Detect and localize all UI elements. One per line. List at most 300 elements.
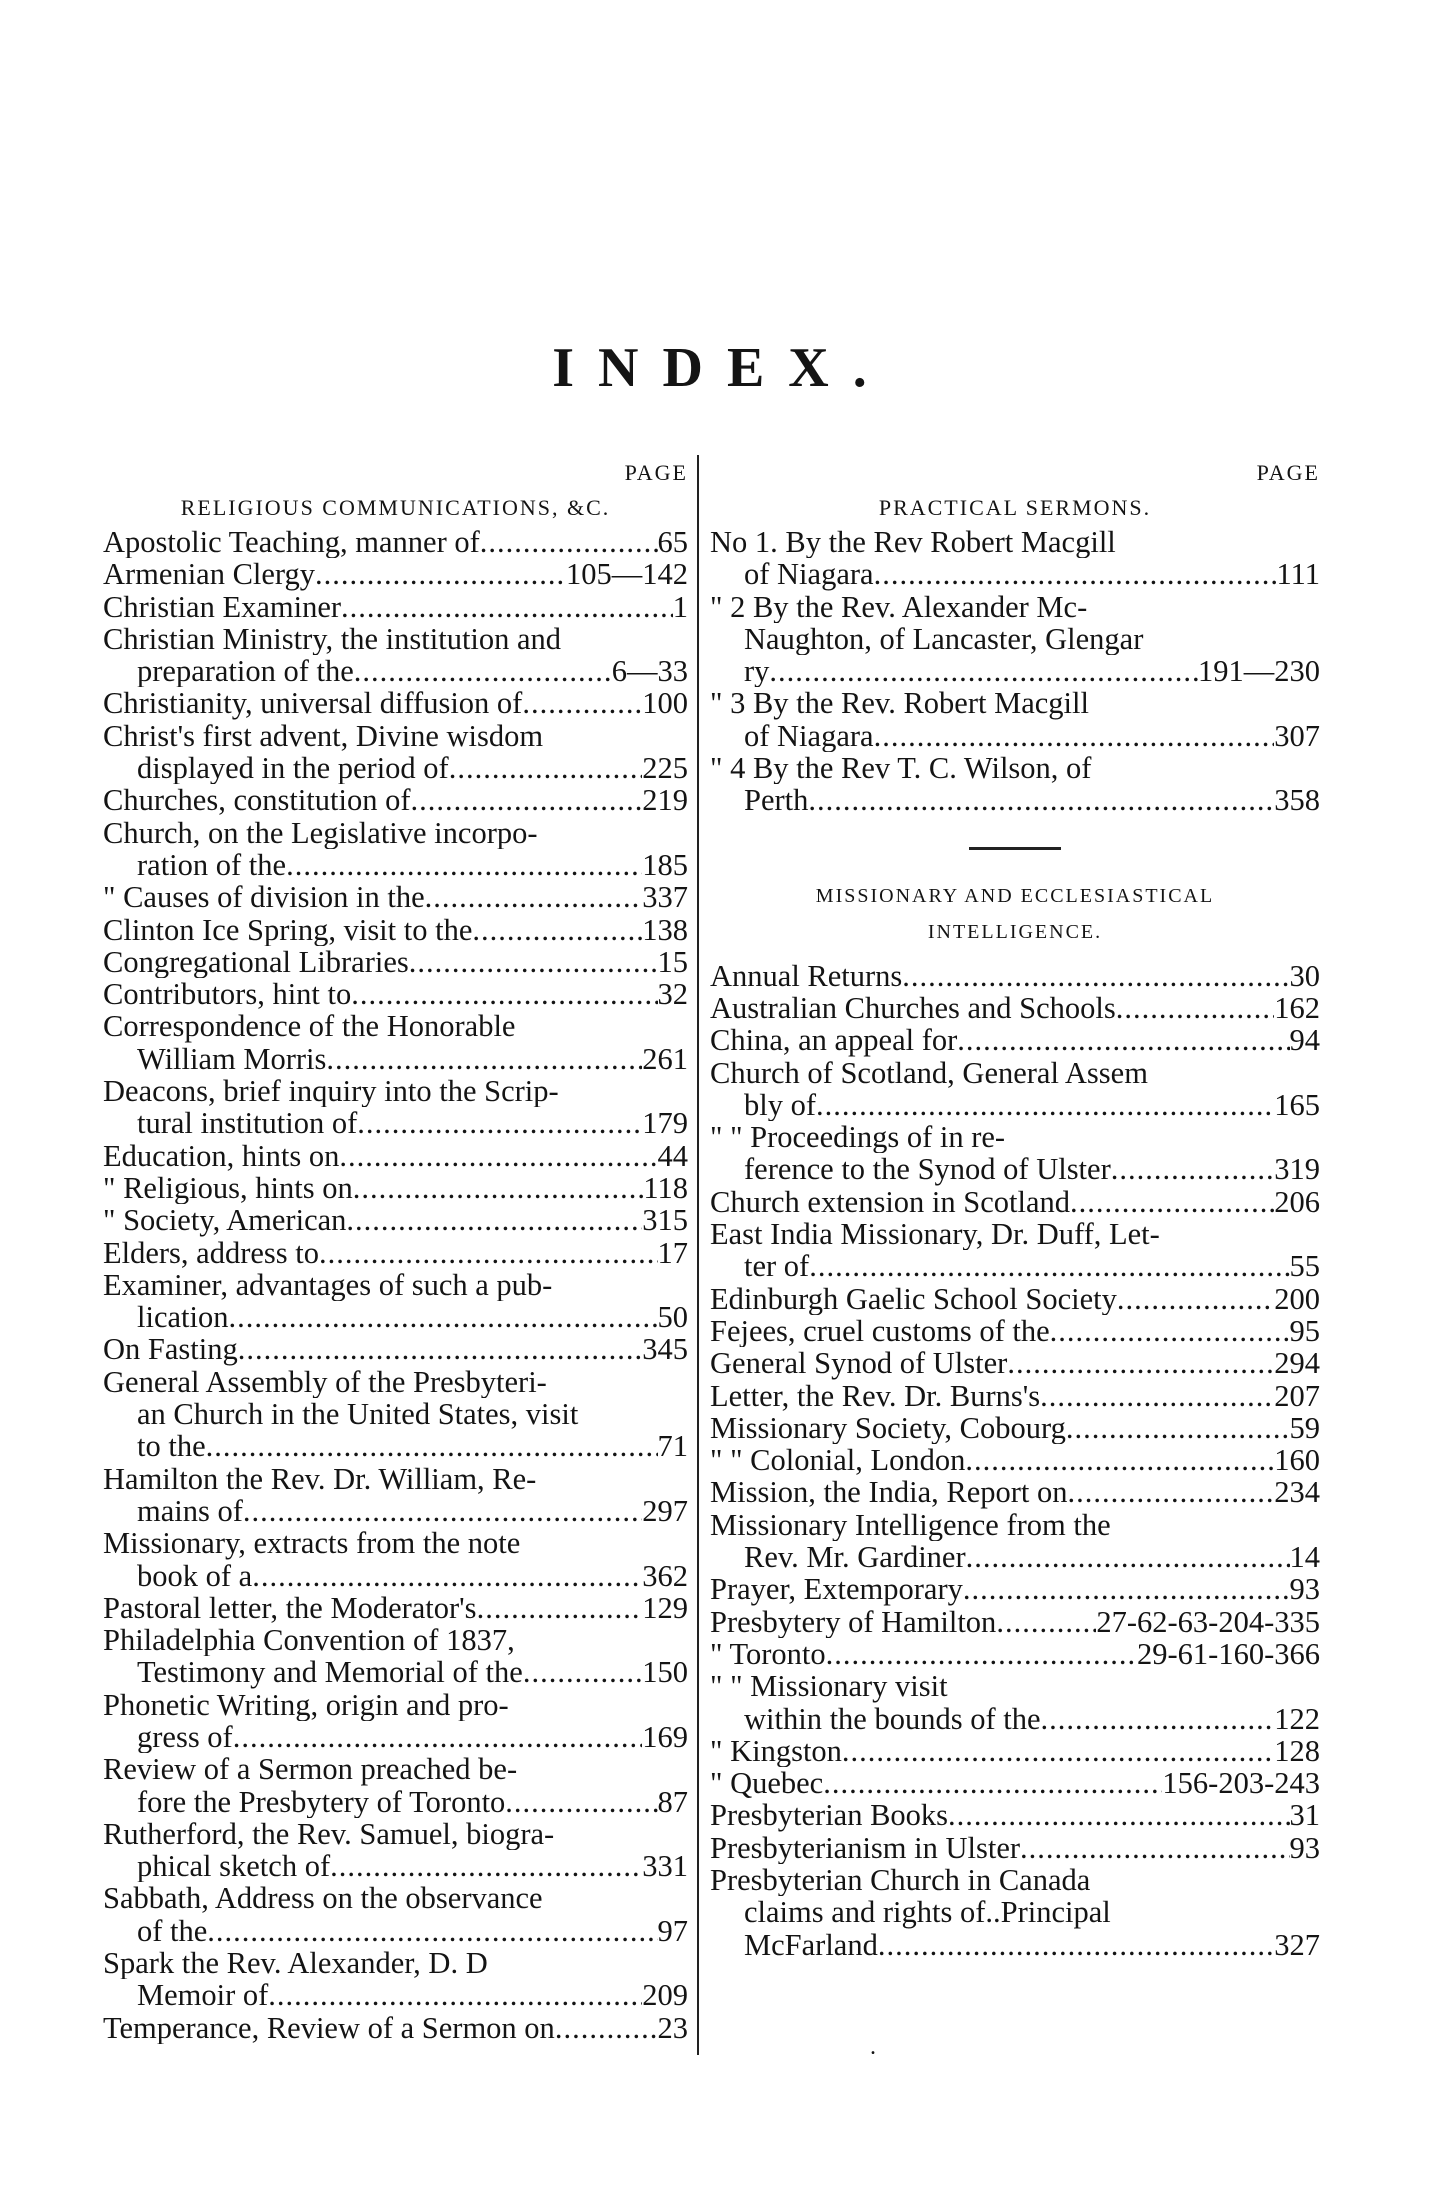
entry-text: tural institution of bbox=[137, 1107, 358, 1140]
entry-text: " Toronto bbox=[710, 1637, 826, 1671]
index-entry bbox=[710, 1606, 1320, 1638]
entry-text: China, an appeal for bbox=[710, 1024, 958, 1057]
entry-text: fore the Presbytery of Toronto bbox=[137, 1785, 506, 1818]
entry-text: William Morris bbox=[137, 1042, 327, 1076]
index-entry bbox=[103, 914, 688, 946]
index-entry bbox=[103, 978, 688, 1010]
entry-text: Deacons, brief inquiry into the Scrip- bbox=[103, 1075, 559, 1108]
entry-text: " 2 By the Rev. Alexander Mc- bbox=[710, 590, 1088, 623]
index-entry bbox=[103, 1366, 688, 1398]
index-entry bbox=[103, 1430, 688, 1462]
index-entry bbox=[103, 591, 688, 623]
entry-text: gress of bbox=[137, 1720, 233, 1754]
page-number: 327 bbox=[1274, 1928, 1320, 1961]
leader-dots bbox=[319, 1237, 658, 1269]
index-entry bbox=[103, 1140, 688, 1172]
index-entry bbox=[103, 752, 688, 784]
page-number: 307 bbox=[1274, 719, 1320, 753]
leader-dots bbox=[966, 1541, 1290, 1573]
entry-text: Presbyterianism in Ulster bbox=[710, 1831, 1021, 1864]
page-number: 17 bbox=[657, 1236, 688, 1269]
index-entry bbox=[710, 1315, 1320, 1347]
entry-text: Mission, the India, Report on bbox=[710, 1476, 1068, 1509]
index-entry bbox=[710, 1476, 1320, 1508]
index-entry bbox=[103, 720, 688, 752]
leader-dots bbox=[769, 655, 1198, 687]
page-number: 55 bbox=[1289, 1250, 1320, 1283]
right-entry-list bbox=[710, 960, 1320, 1961]
entry-text: Rutherford, the Rev. Samuel, biogra- bbox=[103, 1817, 555, 1851]
index-entry bbox=[103, 1818, 688, 1850]
entry-text: Education, hints on bbox=[103, 1139, 340, 1172]
entry-text: Christ's first advent, Divine wisdom bbox=[103, 719, 544, 753]
index-entry bbox=[103, 1979, 688, 2011]
leader-dots bbox=[878, 1929, 1274, 1961]
page-number: 87 bbox=[657, 1785, 688, 1818]
page-number: 162 bbox=[1274, 991, 1320, 1025]
leader-dots bbox=[233, 1721, 643, 1753]
index-entry bbox=[103, 1398, 688, 1430]
entry-text: Presbytery of Hamilton bbox=[710, 1605, 997, 1638]
leader-dots bbox=[874, 720, 1275, 752]
leader-dots bbox=[555, 2012, 658, 2044]
index-entry bbox=[710, 720, 1320, 752]
index-entry bbox=[710, 992, 1320, 1024]
index-entry bbox=[710, 1218, 1320, 1250]
leader-dots bbox=[1068, 1476, 1275, 1508]
entry-text: " 4 By the Rev T. C. Wilson, of bbox=[710, 752, 1092, 785]
leader-dots bbox=[523, 1656, 642, 1688]
entry-text: " Religious, hints on bbox=[103, 1171, 353, 1205]
index-entry bbox=[103, 881, 688, 913]
section-heading-religious: RELIGIOUS COMMUNICATIONS, &C. bbox=[180, 495, 611, 520]
page-number: 32 bbox=[657, 978, 688, 1011]
page-label-right: PAGE bbox=[1256, 460, 1320, 485]
index-entry bbox=[103, 1850, 688, 1882]
index-entry bbox=[710, 558, 1320, 590]
entry-text: within the bounds of the bbox=[744, 1702, 1041, 1735]
page-number: 29-61-160-366 bbox=[1137, 1637, 1320, 1671]
index-entry bbox=[103, 1204, 688, 1236]
entry-text: " Causes of division in the bbox=[103, 881, 425, 914]
page-number: 150 bbox=[642, 1656, 688, 1689]
page-number: 6—33 bbox=[611, 655, 688, 688]
entry-text: ry bbox=[744, 655, 770, 688]
section-heading-intelligence: INTELLIGENCE. bbox=[927, 920, 1103, 943]
leader-dots bbox=[472, 914, 642, 946]
index-entry bbox=[710, 591, 1320, 623]
leader-dots bbox=[1117, 1283, 1274, 1315]
index-entry bbox=[103, 849, 688, 881]
left-entry-list bbox=[103, 526, 688, 2044]
page-number: 362 bbox=[642, 1559, 688, 1592]
page-number: 337 bbox=[642, 881, 688, 914]
entry-text: Testimony and Memorial of the bbox=[137, 1656, 523, 1689]
index-entry bbox=[103, 1010, 688, 1042]
index-entry bbox=[710, 1541, 1320, 1573]
entry-text: mains of bbox=[137, 1494, 243, 1528]
entry-text: Missionary, extracts from the note bbox=[103, 1527, 521, 1560]
index-entry bbox=[103, 1527, 688, 1559]
page-number: 165 bbox=[1274, 1088, 1320, 1122]
index-entry bbox=[710, 1638, 1320, 1670]
index-entry bbox=[103, 623, 688, 655]
index-entry bbox=[710, 1799, 1320, 1831]
sermon-entry-list bbox=[710, 526, 1320, 817]
entry-text: Presbyterian Books bbox=[710, 1799, 949, 1832]
page-number: 93 bbox=[1289, 1831, 1320, 1864]
index-entry bbox=[103, 1560, 688, 1592]
entry-text: Hamilton the Rev. Dr. William, Re- bbox=[103, 1462, 537, 1495]
entry-text: Philadelphia Convention of 1837, bbox=[103, 1624, 515, 1657]
entry-text: Naughton, of Lancaster, Glengar bbox=[744, 622, 1144, 656]
index-entry bbox=[103, 1237, 688, 1269]
entry-text: Christian Ministry, the institution and bbox=[103, 622, 562, 656]
page-number: 15 bbox=[657, 945, 688, 979]
leader-dots bbox=[1040, 1380, 1274, 1412]
index-entry bbox=[710, 1670, 1320, 1702]
leader-dots bbox=[330, 1850, 642, 1882]
leader-dots bbox=[505, 1786, 657, 1818]
page-number: 129 bbox=[642, 1591, 688, 1625]
entry-text: Phonetic Writing, origin and pro- bbox=[103, 1688, 509, 1721]
page-number: 30 bbox=[1289, 959, 1320, 992]
leader-dots bbox=[477, 1592, 643, 1624]
entry-text: " " Missionary visit bbox=[710, 1670, 948, 1703]
leader-dots bbox=[228, 1301, 657, 1333]
index-entry bbox=[103, 1172, 688, 1204]
leader-dots bbox=[341, 591, 673, 623]
page-number: 14 bbox=[1289, 1541, 1320, 1574]
index-entry bbox=[710, 1573, 1320, 1605]
index-entry bbox=[710, 1735, 1320, 1767]
entry-text: Clinton Ice Spring, visit to the bbox=[103, 913, 473, 946]
index-entry bbox=[103, 1269, 688, 1301]
page-number: 225 bbox=[642, 752, 688, 785]
page-number: 331 bbox=[642, 1850, 688, 1883]
section-heading-missionary: MISSIONARY AND ECCLESIASTICAL bbox=[815, 884, 1215, 907]
entry-text: Church extension in Scotland bbox=[710, 1185, 1071, 1219]
leader-dots bbox=[842, 1735, 1274, 1767]
entry-text: displayed in the period of bbox=[137, 752, 449, 785]
entry-text: General Synod of Ulster bbox=[710, 1347, 1008, 1380]
leader-dots bbox=[238, 1333, 643, 1365]
section-heading-sermons: PRACTICAL SERMONS. bbox=[878, 495, 1152, 520]
entry-text: " Kingston bbox=[710, 1734, 842, 1768]
page-number: 1 bbox=[672, 590, 688, 623]
index-entry bbox=[710, 1767, 1320, 1799]
leader-dots bbox=[1041, 1703, 1275, 1735]
entry-text: " 3 By the Rev. Robert Macgill bbox=[710, 687, 1089, 720]
page-number: 94 bbox=[1289, 1024, 1320, 1057]
entry-text: " Quebec bbox=[710, 1767, 824, 1800]
index-entry bbox=[103, 1301, 688, 1333]
page-number: 100 bbox=[642, 687, 688, 720]
entry-text: of Niagara bbox=[744, 719, 874, 753]
entry-text: Christianity, universal diffusion of bbox=[103, 687, 523, 720]
index-entry bbox=[710, 1412, 1320, 1444]
entry-text: Church of Scotland, General Assem bbox=[710, 1056, 1148, 1089]
index-entry bbox=[103, 784, 688, 816]
leader-dots bbox=[1070, 1186, 1274, 1218]
leader-dots bbox=[346, 1204, 642, 1236]
page-number: 97 bbox=[657, 1914, 688, 1948]
index-entry bbox=[710, 1153, 1320, 1185]
leader-dots bbox=[957, 1024, 1289, 1056]
page-number: 200 bbox=[1274, 1282, 1320, 1315]
index-entry bbox=[103, 1753, 688, 1785]
leader-dots bbox=[809, 1250, 1289, 1282]
entry-text: Congregational Libraries bbox=[103, 945, 409, 979]
entry-text: Australian Churches and Schools bbox=[710, 991, 1116, 1025]
index-entry bbox=[710, 1186, 1320, 1218]
leader-dots bbox=[874, 558, 1277, 590]
entry-text: Sabbath, Address on the observance bbox=[103, 1882, 543, 1915]
page-number: 219 bbox=[642, 784, 688, 817]
index-entry bbox=[103, 817, 688, 849]
entry-text: McFarland bbox=[744, 1928, 878, 1961]
entry-text: lication bbox=[137, 1301, 229, 1334]
index-entry bbox=[710, 1896, 1320, 1928]
index-entry bbox=[103, 946, 688, 978]
entry-text: Church, on the Legislative incorpo- bbox=[103, 816, 538, 849]
leader-dots bbox=[354, 655, 612, 687]
page-number: 118 bbox=[643, 1171, 688, 1205]
entry-text: Churches, constitution of bbox=[103, 784, 411, 817]
index-entry bbox=[710, 1444, 1320, 1476]
leader-dots bbox=[286, 849, 642, 881]
leader-dots bbox=[268, 1979, 642, 2011]
page-title: INDEX. bbox=[552, 337, 891, 399]
page-number: 95 bbox=[1289, 1314, 1320, 1348]
page-number: 319 bbox=[1274, 1153, 1320, 1186]
footer-mark: . bbox=[870, 2034, 876, 2060]
entry-text: ration of the bbox=[137, 848, 287, 882]
page-number: 50 bbox=[657, 1301, 688, 1334]
leader-dots bbox=[207, 1915, 657, 1947]
page-number: 122 bbox=[1274, 1702, 1320, 1735]
page-number: 156-203-243 bbox=[1162, 1767, 1320, 1800]
index-entry bbox=[710, 752, 1320, 784]
entry-text: " Society, American bbox=[103, 1204, 347, 1237]
entry-text: Fejees, cruel customs of the bbox=[710, 1314, 1050, 1348]
leader-dots bbox=[522, 687, 642, 719]
leader-dots bbox=[965, 1444, 1274, 1476]
index-entry bbox=[710, 1380, 1320, 1412]
leader-dots bbox=[425, 881, 643, 913]
entry-text: book of a bbox=[137, 1559, 253, 1592]
page-number: 358 bbox=[1274, 784, 1320, 817]
leader-dots bbox=[823, 1767, 1162, 1799]
index-entry bbox=[103, 1624, 688, 1656]
leader-dots bbox=[206, 1430, 658, 1462]
page-number: 27-62-63-204-335 bbox=[1096, 1605, 1320, 1638]
page-number: 261 bbox=[642, 1042, 688, 1076]
entry-text: ference to the Synod of Ulster bbox=[744, 1153, 1111, 1186]
leader-dots bbox=[252, 1560, 642, 1592]
index-entry bbox=[103, 655, 688, 687]
entry-text: Missionary Intelligence from the bbox=[710, 1508, 1111, 1542]
leader-dots bbox=[902, 960, 1289, 992]
entry-text: Contributors, hint to bbox=[103, 978, 352, 1011]
index-entry bbox=[103, 1915, 688, 1947]
entry-text: to the bbox=[137, 1430, 206, 1463]
leader-dots bbox=[326, 1043, 642, 1075]
index-entry bbox=[710, 1089, 1320, 1121]
page-number: 31 bbox=[1289, 1799, 1320, 1832]
leader-dots bbox=[315, 558, 566, 590]
index-entry bbox=[103, 1107, 688, 1139]
page-number: 23 bbox=[657, 2011, 688, 2044]
page-number: 59 bbox=[1289, 1411, 1320, 1445]
entry-text: No 1. By the Rev Robert Macgill bbox=[710, 526, 1116, 559]
entry-text: Spark the Rev. Alexander, D. D bbox=[103, 1947, 488, 1980]
index-entry bbox=[710, 526, 1320, 558]
leader-dots bbox=[357, 1107, 642, 1139]
page-number: 234 bbox=[1274, 1476, 1320, 1509]
index-entry bbox=[710, 623, 1320, 655]
page-number: 138 bbox=[642, 913, 688, 946]
index-entry bbox=[710, 1832, 1320, 1864]
leader-dots bbox=[996, 1606, 1096, 1638]
index-entry bbox=[103, 1721, 688, 1753]
entry-text: ter of bbox=[744, 1250, 810, 1283]
entry-text: Examiner, advantages of such a pub- bbox=[103, 1268, 553, 1302]
page-number: 206 bbox=[1274, 1185, 1320, 1219]
leader-dots bbox=[353, 1172, 644, 1204]
entry-text: Prayer, Extemporary bbox=[710, 1573, 963, 1606]
entry-text: " " Colonial, London bbox=[710, 1444, 966, 1477]
leader-dots bbox=[1111, 1153, 1275, 1185]
page-number: 111 bbox=[1276, 558, 1320, 591]
page-number: 44 bbox=[657, 1139, 688, 1172]
page-number: 128 bbox=[1274, 1734, 1320, 1768]
page-number: 191—230 bbox=[1198, 655, 1320, 688]
leader-dots bbox=[351, 978, 657, 1010]
leader-dots bbox=[963, 1573, 1290, 1605]
entry-text: an Church in the United States, visit bbox=[137, 1398, 579, 1431]
page-number: 169 bbox=[642, 1720, 688, 1754]
index-entry bbox=[710, 1703, 1320, 1735]
entry-text: Annual Returns bbox=[710, 959, 903, 992]
entry-text: " " Proceedings of in re- bbox=[710, 1121, 1006, 1154]
leader-dots bbox=[826, 1638, 1137, 1670]
page-number: 160 bbox=[1274, 1444, 1320, 1477]
page-number: 93 bbox=[1289, 1573, 1320, 1606]
index-entry bbox=[710, 1347, 1320, 1379]
leader-dots bbox=[808, 784, 1274, 816]
index-entry bbox=[710, 1121, 1320, 1153]
index-entry bbox=[103, 1043, 688, 1075]
entry-text: Review of a Sermon preached be- bbox=[103, 1753, 518, 1786]
index-entry bbox=[103, 1592, 688, 1624]
index-entry bbox=[103, 2012, 688, 2044]
index-entry bbox=[710, 1283, 1320, 1315]
entry-text: Missionary Society, Cobourg bbox=[710, 1411, 1066, 1445]
entry-text: of the bbox=[137, 1914, 208, 1948]
page-number: 185 bbox=[642, 848, 688, 882]
entry-text: Letter, the Rev. Dr. Burns's bbox=[710, 1379, 1041, 1412]
entry-text: preparation of the bbox=[137, 655, 354, 688]
index-entry bbox=[103, 558, 688, 590]
entry-text: East India Missionary, Dr. Duff, Let- bbox=[710, 1218, 1160, 1251]
index-entry bbox=[103, 1689, 688, 1721]
leader-dots bbox=[409, 946, 658, 978]
page-number: 297 bbox=[642, 1494, 688, 1528]
index-entry bbox=[710, 655, 1320, 687]
entry-text: Correspondence of the Honorable bbox=[103, 1010, 516, 1043]
page-number: 65 bbox=[657, 526, 688, 559]
leader-dots bbox=[243, 1495, 642, 1527]
page-label-left: PAGE bbox=[624, 460, 688, 485]
index-entry bbox=[103, 1495, 688, 1527]
entry-text: General Assembly of the Presbyteri- bbox=[103, 1365, 547, 1399]
index-entry bbox=[103, 1333, 688, 1365]
page-number: 179 bbox=[642, 1107, 688, 1140]
page-number: 209 bbox=[642, 1979, 688, 2012]
entry-text: Pastoral letter, the Moderator's bbox=[103, 1591, 477, 1625]
page-number: 315 bbox=[642, 1204, 688, 1237]
entry-text: Armenian Clergy bbox=[103, 558, 316, 591]
index-entry bbox=[103, 526, 688, 558]
entry-text: Apostolic Teaching, manner of bbox=[103, 526, 480, 559]
leader-dots bbox=[948, 1799, 1289, 1831]
entry-text: Edinburgh Gaelic School Society bbox=[710, 1282, 1117, 1315]
index-entry bbox=[103, 1882, 688, 1914]
index-entry bbox=[103, 1075, 688, 1107]
entry-text: On Fasting bbox=[103, 1333, 238, 1366]
index-entry bbox=[103, 1947, 688, 1979]
page-number: 207 bbox=[1274, 1379, 1320, 1412]
entry-text: Christian Examiner bbox=[103, 590, 342, 623]
page-number: 105—142 bbox=[566, 558, 688, 591]
index-entry bbox=[710, 784, 1320, 816]
leader-dots bbox=[1020, 1832, 1289, 1864]
entry-text: Presbyterian Church in Canada bbox=[710, 1863, 1091, 1897]
index-entry bbox=[103, 1656, 688, 1688]
right-column bbox=[710, 460, 1320, 1961]
index-entry bbox=[103, 1463, 688, 1495]
index-entry bbox=[103, 1786, 688, 1818]
entry-text: Temperance, Review of a Sermon on bbox=[103, 2011, 555, 2044]
entry-text: Rev. Mr. Gardiner bbox=[744, 1541, 966, 1574]
leader-dots bbox=[480, 526, 658, 558]
index-entry bbox=[710, 1864, 1320, 1896]
entry-text: bly of bbox=[744, 1088, 817, 1122]
index-entry bbox=[710, 1057, 1320, 1089]
entry-text: claims and rights of..Principal bbox=[744, 1896, 1111, 1929]
entry-text: Elders, address to bbox=[103, 1236, 319, 1269]
page-number: 345 bbox=[642, 1333, 688, 1366]
leader-dots bbox=[1116, 992, 1275, 1024]
leader-dots bbox=[816, 1089, 1274, 1121]
entry-text: Memoir of bbox=[137, 1979, 269, 2012]
column-divider bbox=[697, 455, 699, 2055]
entry-text: Perth bbox=[744, 784, 809, 817]
index-entry bbox=[103, 687, 688, 719]
index-entry bbox=[710, 687, 1320, 719]
page-number: 294 bbox=[1274, 1347, 1320, 1380]
left-column bbox=[103, 460, 688, 2044]
page-number: 71 bbox=[657, 1430, 688, 1463]
leader-dots bbox=[1050, 1315, 1290, 1347]
section-rule bbox=[969, 847, 1061, 850]
index-entry bbox=[710, 960, 1320, 992]
leader-dots bbox=[1066, 1412, 1290, 1444]
leader-dots bbox=[339, 1140, 657, 1172]
index-entry bbox=[710, 1024, 1320, 1056]
entry-text: of Niagara bbox=[744, 558, 874, 591]
